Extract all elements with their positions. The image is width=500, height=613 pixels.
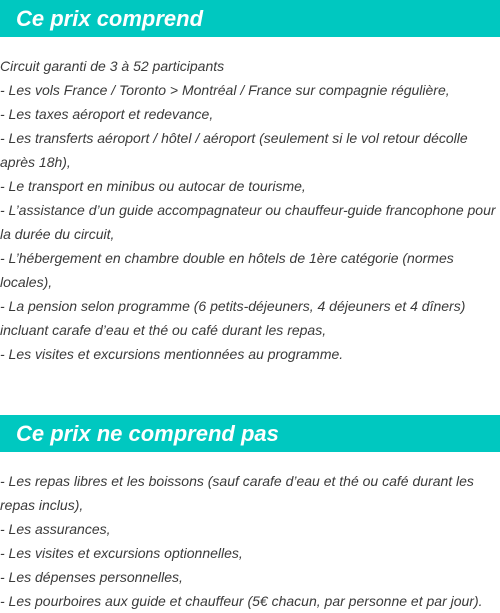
included-line: - La pension selon programme (6 petits-déjeuners, 4 déjeuners et 4 dîners) incluant carafe d’eau et thé ou café durant les repas, bbox=[0, 298, 466, 338]
excluded-line: - Les dépenses personnelles, bbox=[0, 569, 183, 585]
excluded-header bbox=[0, 415, 500, 452]
included-line: - Les taxes aéroport et redevance, bbox=[0, 106, 214, 122]
included-line: - L’assistance d’un guide accompagnateur ou chauffeur-guide francophone pour la durée du circuit, bbox=[0, 202, 496, 242]
excluded-line: - Les repas libres et les boissons (sauf carafe d’eau et thé ou café durant les repas inclus), bbox=[0, 473, 474, 513]
included-header bbox=[0, 0, 500, 37]
included-list bbox=[0, 37, 500, 366]
included-line: - Les visites et excursions mentionnées au programme. bbox=[0, 346, 344, 362]
included-title: Ce prix comprend bbox=[16, 6, 204, 31]
excluded-line: - Les pourboires aux guide et chauffeur (5€ chacun, par personne et par jour). bbox=[0, 593, 483, 609]
excluded-line: - Les visites et excursions optionnelles, bbox=[0, 545, 243, 561]
included-line: Circuit garanti de 3 à 52 participants bbox=[0, 58, 225, 74]
included-line: - Le transport en minibus ou autocar de tourisme, bbox=[0, 178, 306, 194]
excluded-title: Ce prix ne comprend pas bbox=[16, 421, 279, 446]
excluded-section bbox=[0, 415, 500, 613]
included-line: - Les transferts aéroport / hôtel / aéroport (seulement si le vol retour décolle après 18h), bbox=[0, 130, 468, 170]
excluded-list bbox=[0, 452, 500, 613]
included-line: - L’hébergement en chambre double en hôtels de 1ère catégorie (normes locales), bbox=[0, 250, 454, 290]
included-line: - Les vols France / Toronto > Montréal / France sur compagnie régulière, bbox=[0, 82, 450, 98]
excluded-line: - Les assurances, bbox=[0, 521, 111, 537]
